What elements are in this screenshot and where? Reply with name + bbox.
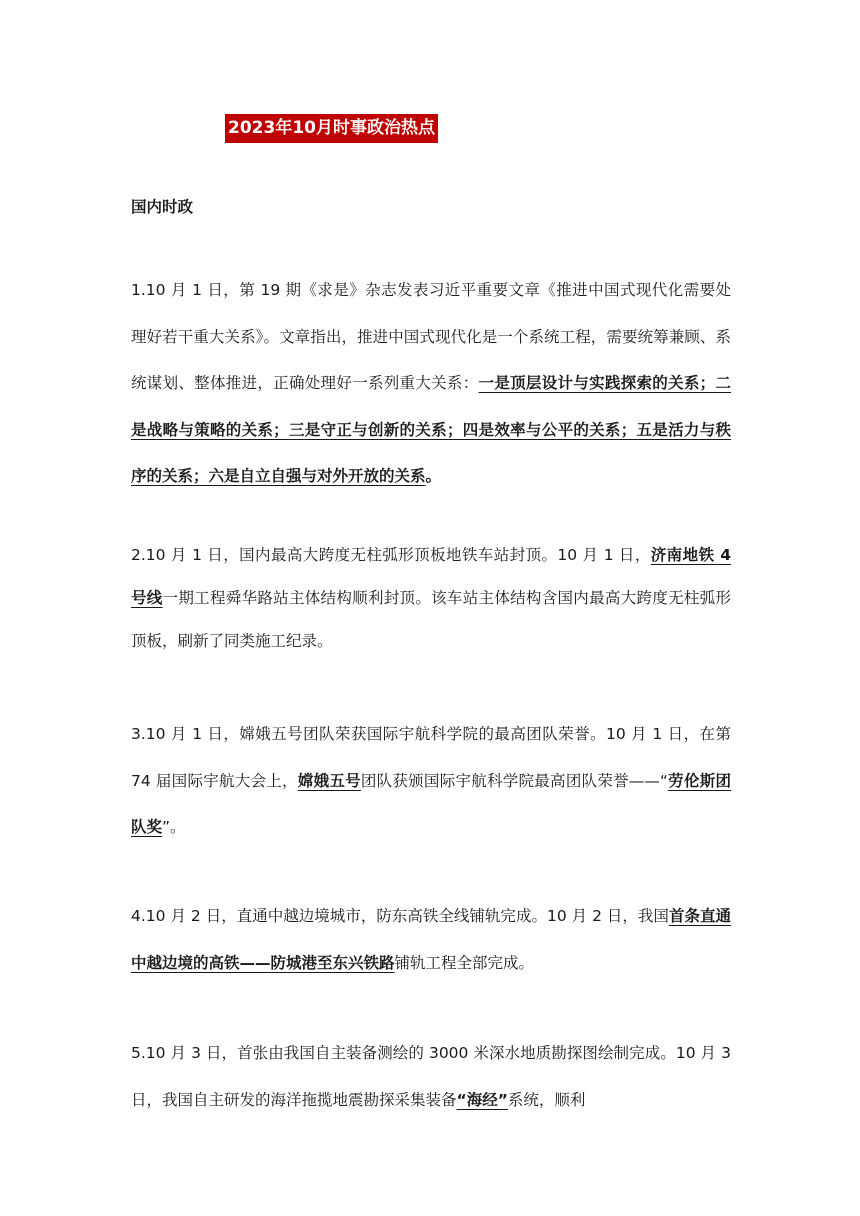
item-highlight: 一是顶层设计与实践探索的关系；二是战略与策略的关系；三是守正与创新的关系；四是效率与公平的关系；五是活力与秩序的关系；六是自立自强与对外开放的关系 — [131, 374, 731, 485]
item-highlight-2: 劳伦斯团队奖 — [131, 771, 731, 836]
item-text: 4.10 月 2 日，直通中越边境城市，防东高铁全线铺轨完成。10 月 2 日，我国 — [131, 907, 669, 925]
item-highlight: 济南地铁 4 号线 — [131, 546, 731, 607]
item-text: 1.10 月 1 日，第 19 期《求是》杂志发表习近平重要文章《推进中国式现代化需要处理好若干重大关系》。文章指出，推进中国式现代化是一个系统工程，需要统筹兼顾、系统谋划、整体推进，正确处理好一系列重大关系： — [131, 281, 731, 392]
item-text-end: 一期工程舜华路站主体结构顺利封顶。该车站主体结构含国内最高大跨度无柱弧形顶板，刷新了同类施工纪录。 — [131, 589, 731, 650]
news-item-3 — [131, 711, 731, 851]
item-text-mid: 团队获颁国际宇航科学院最高团队荣誉——“ — [360, 771, 668, 790]
news-item-4 — [131, 893, 731, 986]
item-text: 5.10 月 3 日，首张由我国自主装备测绘的 3000 米深水地质勘探图绘制完成。10 月 3 日，我国自主研发的海洋拖揽地震勘探采集装备 — [131, 1044, 731, 1109]
item-text: 3.10 月 1 日，嫦娥五号团队荣获国际宇航科学院的最高团队荣誉。10 月 1 日，在第 74 届国际宇航大会上， — [131, 725, 731, 790]
item-text-end: ”。 — [162, 818, 186, 836]
item-text: 2.10 月 1 日，国内最高大跨度无柱弧形顶板地铁车站封顶。10 月 1 日， — [131, 546, 651, 564]
item-highlight: 首条直通中越边境的高铁——防城港至东兴铁路 — [131, 907, 731, 972]
item-text-end: 系统，顺利 — [507, 1090, 586, 1109]
section-heading: 国内时政 — [131, 198, 194, 216]
document-title: 2023年10月时事政治热点 — [225, 114, 438, 143]
item-text-end: 。 — [425, 467, 442, 485]
item-text-end: 铺轨工程全部完成。 — [394, 953, 535, 972]
item-highlight: 嫦娥五号 — [297, 771, 361, 790]
item-highlight: “海经” — [456, 1090, 508, 1109]
news-item-5 — [131, 1030, 731, 1123]
news-item-1 — [131, 267, 731, 500]
news-item-2 — [131, 534, 731, 663]
